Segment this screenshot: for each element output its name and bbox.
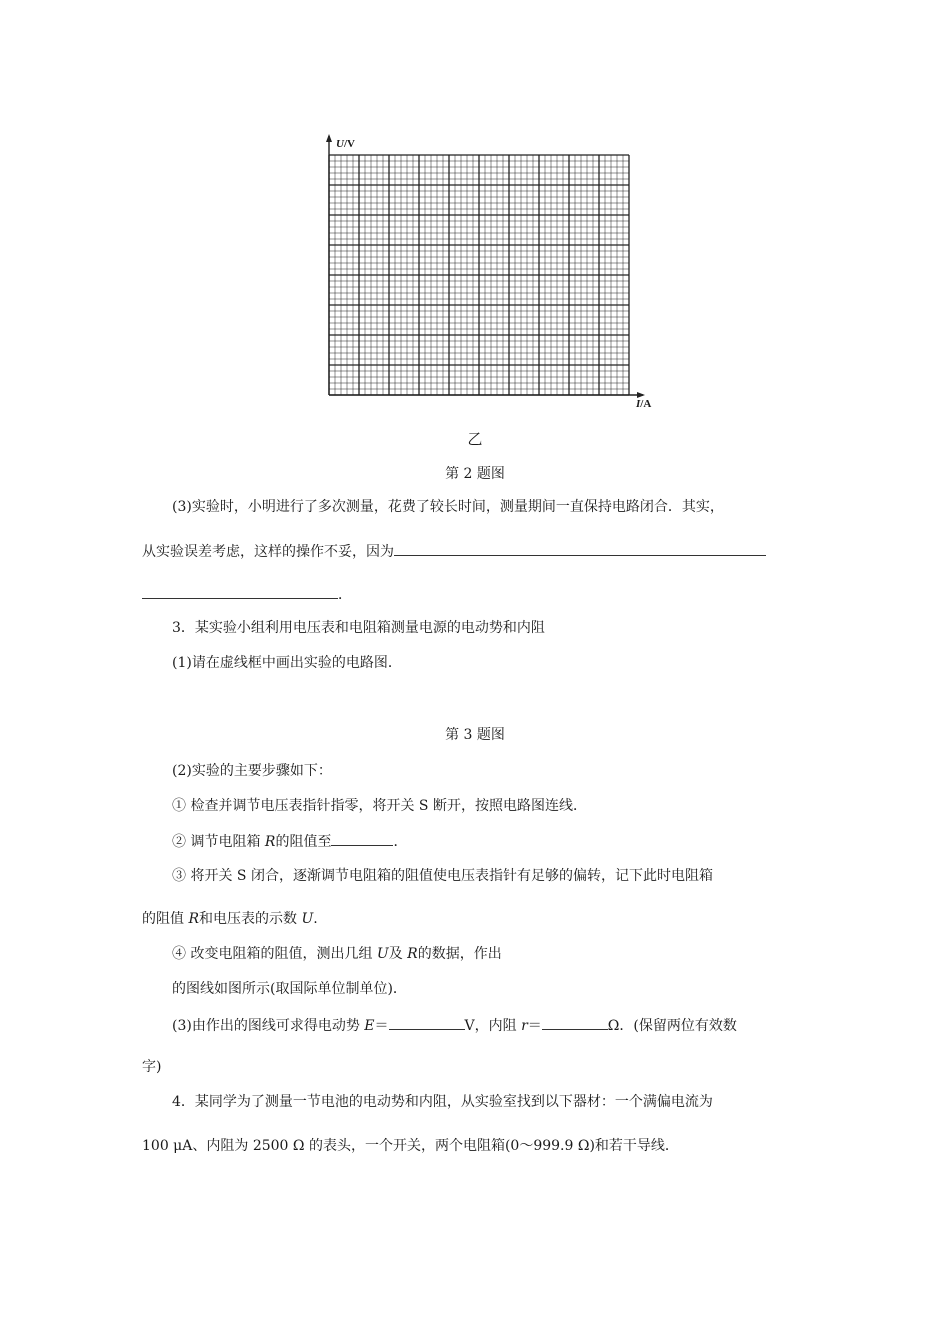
q3-step1: ① 检查并调节电压表指针指零，将开关 S 断开，按照电路图连线．	[172, 798, 587, 814]
figure3-caption: 第 3 题图	[445, 727, 505, 743]
q2-3-line2: 从实验误差考虑，这样的操作不妥，因为	[142, 541, 766, 562]
answer-blank	[394, 541, 766, 556]
q3-part1: (1)请在虚线框中画出实验的电路图．	[172, 655, 402, 671]
q3-title: 3．某实验小组利用电压表和电阻箱测量电源的电动势和内阻	[172, 620, 545, 636]
figure2-caption: 第 2 题图	[445, 466, 505, 482]
q3-step3-line2: 的阻值 R和电压表的示数 U.	[142, 911, 318, 927]
grid-paper	[310, 128, 655, 418]
q2-3-line3: ．	[142, 584, 352, 605]
ui-graph-figure	[310, 128, 655, 418]
q3-step4-line2: 的图线如图所示(取国际单位制单位)．	[172, 981, 407, 997]
y-axis-arrow	[326, 134, 332, 142]
q3-part3-line1: (3)由作出的图线可求得电动势 E＝ V，内阻 r＝ Ω．(保留两位有效数	[172, 1015, 737, 1036]
figure-sub-caption: 乙	[467, 430, 483, 448]
q3-step4-line1: ④ 改变电阻箱的阻值，测出几组 U及 R的数据，作出	[172, 946, 502, 962]
answer-blank	[142, 584, 338, 599]
y-axis-label: U/V	[336, 138, 355, 150]
answer-blank	[542, 1015, 608, 1030]
q4-line1: 4．某同学为了测量一节电池的电动势和内阻，从实验室找到以下器材：一个满偏电流为	[172, 1094, 713, 1110]
q2-3-line1: (3)实验时，小明进行了多次测量，花费了较长时间，测量期间一直保持电路闭合．其实，	[172, 499, 724, 515]
x-axis-label: I/A	[636, 398, 652, 410]
q3-step2: ② 调节电阻箱 R的阻值至 ．	[172, 831, 407, 852]
q4-line2: 100 μA、内阻为 2500 Ω 的表头，一个开关，两个电阻箱(0～999.9 Ω)和若干导线．	[142, 1138, 679, 1154]
q3-part2: (2)实验的主要步骤如下：	[172, 763, 332, 779]
answer-blank	[389, 1015, 465, 1030]
q3-part3-line2: 字)	[142, 1059, 162, 1075]
answer-blank	[331, 831, 393, 846]
q3-step3-line1: ③ 将开关 S 闭合，逐渐调节电阻箱的阻值使电压表指针有足够的偏转，记下此时电阻箱	[172, 868, 713, 884]
